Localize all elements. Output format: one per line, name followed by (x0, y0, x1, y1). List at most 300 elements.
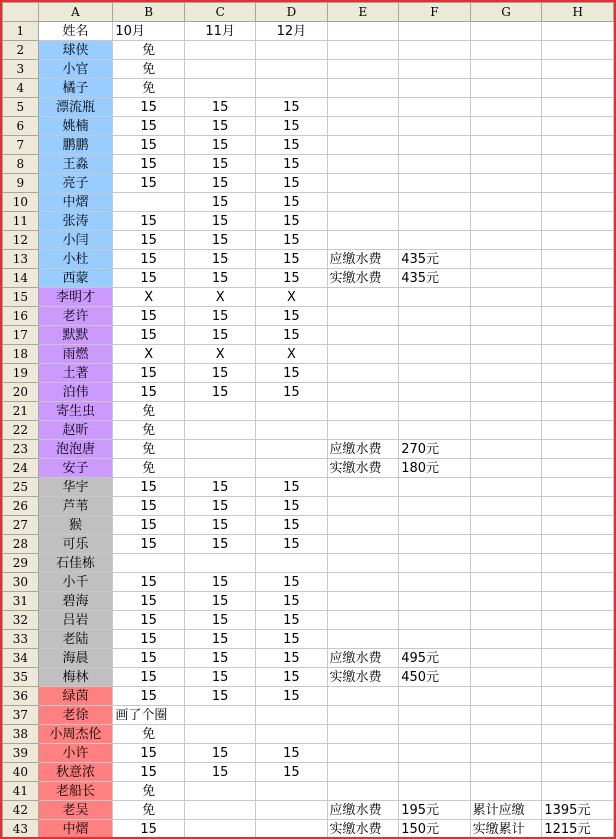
cell-h[interactable] (542, 763, 614, 782)
cell-e[interactable] (327, 60, 399, 79)
cell-b[interactable]: 15 (113, 497, 185, 516)
cell-h[interactable] (542, 478, 614, 497)
cell-c[interactable]: 15 (185, 383, 256, 402)
cell-b[interactable]: 15 (113, 269, 185, 288)
cell-b[interactable]: 15 (113, 478, 185, 497)
cell-c[interactable] (185, 801, 256, 820)
cell-f[interactable] (399, 763, 470, 782)
cell-e[interactable] (327, 516, 399, 535)
cell-c[interactable]: 11月 (185, 22, 256, 41)
cell-g[interactable] (470, 516, 542, 535)
cell-a[interactable]: 老徐 (38, 706, 113, 725)
cell-b[interactable]: 免 (113, 79, 185, 98)
cell-h[interactable] (542, 744, 614, 763)
cell-d[interactable]: 15 (256, 497, 327, 516)
cell-d[interactable]: X (256, 345, 327, 364)
cell-f[interactable] (399, 79, 470, 98)
cell-h[interactable] (542, 706, 614, 725)
cell-g[interactable] (470, 60, 542, 79)
cell-g[interactable] (470, 307, 542, 326)
cell-d[interactable] (256, 440, 327, 459)
cell-b[interactable]: 15 (113, 535, 185, 554)
cell-d[interactable]: 15 (256, 535, 327, 554)
cell-e[interactable] (327, 744, 399, 763)
cell-b[interactable]: 15 (113, 364, 185, 383)
cell-f[interactable] (399, 155, 470, 174)
cell-e[interactable] (327, 421, 399, 440)
cell-h[interactable] (542, 79, 614, 98)
cell-f[interactable] (399, 497, 470, 516)
cell-c[interactable]: 15 (185, 611, 256, 630)
cell-a[interactable]: 橘子 (38, 79, 113, 98)
cell-a[interactable]: 中熠 (38, 820, 113, 839)
row-header[interactable]: 40 (3, 763, 39, 782)
cell-e[interactable] (327, 212, 399, 231)
row-header[interactable]: 3 (3, 60, 39, 79)
cell-f[interactable] (399, 117, 470, 136)
cell-f[interactable] (399, 41, 470, 60)
cell-f[interactable] (399, 592, 470, 611)
cell-d[interactable]: 15 (256, 516, 327, 535)
row-header[interactable]: 12 (3, 231, 39, 250)
cell-f[interactable] (399, 706, 470, 725)
cell-b[interactable]: 15 (113, 820, 185, 839)
row-header[interactable]: 36 (3, 687, 39, 706)
cell-e[interactable] (327, 763, 399, 782)
cell-h[interactable] (542, 212, 614, 231)
cell-g[interactable] (470, 706, 542, 725)
cell-g[interactable] (470, 649, 542, 668)
cell-g[interactable] (470, 383, 542, 402)
cell-b[interactable]: 免 (113, 60, 185, 79)
cell-h[interactable] (542, 573, 614, 592)
cell-a[interactable]: 小许 (38, 744, 113, 763)
cell-c[interactable]: 15 (185, 516, 256, 535)
cell-c[interactable]: 15 (185, 630, 256, 649)
cell-g[interactable] (470, 744, 542, 763)
row-header[interactable]: 16 (3, 307, 39, 326)
row-header[interactable]: 24 (3, 459, 39, 478)
row-header[interactable]: 13 (3, 250, 39, 269)
cell-c[interactable]: 15 (185, 573, 256, 592)
cell-h[interactable] (542, 364, 614, 383)
cell-d[interactable] (256, 459, 327, 478)
cell-a[interactable]: 海晨 (38, 649, 113, 668)
cell-b[interactable]: X (113, 288, 185, 307)
cell-c[interactable]: 15 (185, 269, 256, 288)
cell-e[interactable] (327, 611, 399, 630)
cell-e[interactable]: 实缴水费 (327, 668, 399, 687)
cell-d[interactable] (256, 41, 327, 60)
cell-e[interactable] (327, 136, 399, 155)
cell-g[interactable] (470, 345, 542, 364)
cell-h[interactable] (542, 41, 614, 60)
cell-d[interactable]: 15 (256, 193, 327, 212)
cell-f[interactable] (399, 136, 470, 155)
cell-e[interactable] (327, 288, 399, 307)
cell-d[interactable]: 12月 (256, 22, 327, 41)
cell-a[interactable]: 老陆 (38, 630, 113, 649)
cell-c[interactable] (185, 725, 256, 744)
cell-h[interactable] (542, 231, 614, 250)
row-header[interactable]: 22 (3, 421, 39, 440)
row-header[interactable]: 42 (3, 801, 39, 820)
cell-c[interactable]: 15 (185, 212, 256, 231)
row-header[interactable]: 35 (3, 668, 39, 687)
cell-b[interactable] (113, 554, 185, 573)
cell-h[interactable] (542, 288, 614, 307)
cell-b[interactable]: 免 (113, 725, 185, 744)
cell-d[interactable] (256, 402, 327, 421)
row-header[interactable]: 1 (3, 22, 39, 41)
cell-d[interactable]: 15 (256, 250, 327, 269)
cell-b[interactable]: 15 (113, 155, 185, 174)
cell-f[interactable]: 435元 (399, 269, 470, 288)
cell-d[interactable]: 15 (256, 117, 327, 136)
cell-e[interactable] (327, 231, 399, 250)
cell-e[interactable] (327, 592, 399, 611)
cell-c[interactable]: 15 (185, 231, 256, 250)
cell-b[interactable]: 15 (113, 307, 185, 326)
cell-h[interactable] (542, 459, 614, 478)
cell-g[interactable] (470, 193, 542, 212)
cell-c[interactable] (185, 706, 256, 725)
cell-a[interactable]: 泊伟 (38, 383, 113, 402)
cell-a[interactable]: 秋意浓 (38, 763, 113, 782)
cell-a[interactable]: 吕岩 (38, 611, 113, 630)
cell-d[interactable]: 15 (256, 212, 327, 231)
row-header[interactable]: 23 (3, 440, 39, 459)
cell-g[interactable] (470, 288, 542, 307)
cell-f[interactable] (399, 383, 470, 402)
cell-b[interactable]: 15 (113, 649, 185, 668)
cell-f[interactable] (399, 535, 470, 554)
cell-g[interactable] (470, 535, 542, 554)
cell-d[interactable]: X (256, 288, 327, 307)
cell-d[interactable] (256, 706, 327, 725)
row-header[interactable]: 9 (3, 174, 39, 193)
cell-f[interactable] (399, 782, 470, 801)
row-header[interactable]: 11 (3, 212, 39, 231)
cell-e[interactable] (327, 98, 399, 117)
cell-d[interactable]: 15 (256, 155, 327, 174)
cell-e[interactable]: 应缴水费 (327, 649, 399, 668)
cell-f[interactable] (399, 554, 470, 573)
cell-b[interactable]: 15 (113, 383, 185, 402)
cell-d[interactable]: 15 (256, 231, 327, 250)
row-header[interactable]: 37 (3, 706, 39, 725)
cell-f[interactable]: 495元 (399, 649, 470, 668)
cell-e[interactable] (327, 706, 399, 725)
row-header[interactable]: 39 (3, 744, 39, 763)
cell-b[interactable]: 免 (113, 402, 185, 421)
cell-e[interactable]: 实缴水费 (327, 459, 399, 478)
row-header[interactable]: 33 (3, 630, 39, 649)
cell-a[interactable]: 芦苇 (38, 497, 113, 516)
cell-f[interactable] (399, 231, 470, 250)
cell-c[interactable]: 15 (185, 193, 256, 212)
cell-a[interactable]: 雨燃 (38, 345, 113, 364)
row-header[interactable]: 17 (3, 326, 39, 345)
cell-a[interactable]: 小官 (38, 60, 113, 79)
cell-g[interactable] (470, 668, 542, 687)
column-header-g[interactable]: G (470, 3, 542, 22)
cell-h[interactable] (542, 668, 614, 687)
cell-b[interactable]: 15 (113, 136, 185, 155)
cell-d[interactable] (256, 820, 327, 839)
cell-a[interactable]: 姓名 (38, 22, 113, 41)
cell-f[interactable] (399, 516, 470, 535)
cell-a[interactable]: 土著 (38, 364, 113, 383)
cell-g[interactable] (470, 79, 542, 98)
cell-g[interactable] (470, 41, 542, 60)
cell-g[interactable] (470, 725, 542, 744)
cell-b[interactable]: 15 (113, 744, 185, 763)
cell-b[interactable]: 15 (113, 573, 185, 592)
cell-b[interactable] (113, 193, 185, 212)
cell-g[interactable] (470, 573, 542, 592)
cell-c[interactable]: 15 (185, 155, 256, 174)
cell-d[interactable]: 15 (256, 592, 327, 611)
cell-d[interactable]: 15 (256, 136, 327, 155)
column-header-h[interactable]: H (542, 3, 614, 22)
cell-g[interactable] (470, 782, 542, 801)
cell-f[interactable] (399, 687, 470, 706)
cell-b[interactable]: 15 (113, 231, 185, 250)
cell-e[interactable] (327, 725, 399, 744)
cell-b[interactable]: X (113, 345, 185, 364)
cell-b[interactable]: 15 (113, 668, 185, 687)
cell-g[interactable] (470, 117, 542, 136)
cell-c[interactable]: 15 (185, 307, 256, 326)
cell-d[interactable] (256, 421, 327, 440)
cell-e[interactable]: 实缴水费 (327, 269, 399, 288)
cell-c[interactable]: X (185, 345, 256, 364)
cell-c[interactable]: 15 (185, 744, 256, 763)
cell-a[interactable]: 石佳栋 (38, 554, 113, 573)
cell-g[interactable]: 累计应缴 (470, 801, 542, 820)
row-header[interactable]: 41 (3, 782, 39, 801)
column-header-a[interactable]: A (38, 3, 113, 22)
cell-c[interactable]: 15 (185, 136, 256, 155)
cell-g[interactable] (470, 155, 542, 174)
cell-c[interactable] (185, 60, 256, 79)
row-header[interactable]: 25 (3, 478, 39, 497)
cell-c[interactable] (185, 554, 256, 573)
cell-a[interactable]: 李明才 (38, 288, 113, 307)
cell-e[interactable] (327, 630, 399, 649)
cell-g[interactable] (470, 763, 542, 782)
cell-b[interactable]: 免 (113, 801, 185, 820)
cell-b[interactable]: 画了个圈 (113, 706, 185, 725)
cell-d[interactable] (256, 782, 327, 801)
cell-d[interactable]: 15 (256, 744, 327, 763)
row-header[interactable]: 18 (3, 345, 39, 364)
row-header[interactable]: 32 (3, 611, 39, 630)
row-header[interactable]: 29 (3, 554, 39, 573)
cell-f[interactable] (399, 326, 470, 345)
cell-h[interactable] (542, 345, 614, 364)
cell-f[interactable] (399, 725, 470, 744)
cell-f[interactable] (399, 478, 470, 497)
cell-h[interactable] (542, 22, 614, 41)
cell-f[interactable] (399, 630, 470, 649)
cell-f[interactable] (399, 744, 470, 763)
cell-g[interactable] (470, 22, 542, 41)
cell-a[interactable]: 绿茵 (38, 687, 113, 706)
cell-g[interactable] (470, 478, 542, 497)
cell-h[interactable] (542, 516, 614, 535)
cell-b[interactable]: 免 (113, 440, 185, 459)
cell-h[interactable] (542, 592, 614, 611)
cell-g[interactable] (470, 459, 542, 478)
cell-h[interactable] (542, 136, 614, 155)
cell-h[interactable] (542, 440, 614, 459)
cell-a[interactable]: 姚楠 (38, 117, 113, 136)
row-header[interactable]: 5 (3, 98, 39, 117)
column-header-d[interactable]: D (256, 3, 327, 22)
cell-g[interactable] (470, 326, 542, 345)
cell-e[interactable] (327, 497, 399, 516)
cell-d[interactable]: 15 (256, 98, 327, 117)
cell-g[interactable] (470, 592, 542, 611)
cell-b[interactable]: 免 (113, 421, 185, 440)
row-header[interactable]: 2 (3, 41, 39, 60)
cell-e[interactable] (327, 478, 399, 497)
cell-e[interactable] (327, 402, 399, 421)
cell-d[interactable]: 15 (256, 573, 327, 592)
cell-e[interactable] (327, 22, 399, 41)
cell-h[interactable] (542, 649, 614, 668)
cell-h[interactable] (542, 630, 614, 649)
cell-h[interactable] (542, 497, 614, 516)
row-header[interactable]: 38 (3, 725, 39, 744)
cell-a[interactable]: 老船长 (38, 782, 113, 801)
row-header[interactable]: 10 (3, 193, 39, 212)
cell-h[interactable] (542, 402, 614, 421)
cell-g[interactable] (470, 250, 542, 269)
cell-b[interactable]: 15 (113, 763, 185, 782)
cell-g[interactable] (470, 440, 542, 459)
cell-b[interactable]: 免 (113, 782, 185, 801)
column-header-c[interactable]: C (185, 3, 256, 22)
cell-a[interactable]: 老许 (38, 307, 113, 326)
cell-a[interactable]: 小杜 (38, 250, 113, 269)
cell-c[interactable] (185, 440, 256, 459)
cell-g[interactable] (470, 98, 542, 117)
cell-a[interactable]: 安子 (38, 459, 113, 478)
cell-a[interactable]: 小周杰伦 (38, 725, 113, 744)
cell-h[interactable] (542, 421, 614, 440)
cell-h[interactable] (542, 307, 614, 326)
cell-f[interactable] (399, 174, 470, 193)
row-header[interactable]: 6 (3, 117, 39, 136)
cell-e[interactable]: 实缴水费 (327, 820, 399, 839)
cell-d[interactable] (256, 554, 327, 573)
cell-b[interactable]: 15 (113, 117, 185, 136)
cell-c[interactable] (185, 402, 256, 421)
row-header[interactable]: 20 (3, 383, 39, 402)
cell-e[interactable] (327, 554, 399, 573)
cell-a[interactable]: 可乐 (38, 535, 113, 554)
cell-c[interactable]: 15 (185, 592, 256, 611)
cell-g[interactable] (470, 421, 542, 440)
cell-a[interactable]: 西蒙 (38, 269, 113, 288)
cell-f[interactable]: 270元 (399, 440, 470, 459)
cell-b[interactable]: 15 (113, 326, 185, 345)
row-header[interactable]: 8 (3, 155, 39, 174)
cell-b[interactable]: 15 (113, 611, 185, 630)
cell-c[interactable] (185, 782, 256, 801)
cell-b[interactable]: 免 (113, 459, 185, 478)
cell-d[interactable]: 15 (256, 668, 327, 687)
cell-a[interactable]: 亮子 (38, 174, 113, 193)
cell-c[interactable] (185, 421, 256, 440)
cell-c[interactable]: 15 (185, 687, 256, 706)
cell-h[interactable] (542, 326, 614, 345)
cell-h[interactable] (542, 782, 614, 801)
column-header-e[interactable]: E (327, 3, 399, 22)
cell-c[interactable]: 15 (185, 668, 256, 687)
cell-g[interactable] (470, 687, 542, 706)
cell-b[interactable]: 15 (113, 98, 185, 117)
row-header[interactable]: 15 (3, 288, 39, 307)
cell-g[interactable] (470, 611, 542, 630)
cell-a[interactable]: 华宇 (38, 478, 113, 497)
cell-h[interactable] (542, 611, 614, 630)
cell-g[interactable] (470, 269, 542, 288)
cell-h[interactable] (542, 725, 614, 744)
cell-e[interactable]: 应缴水费 (327, 250, 399, 269)
cell-c[interactable] (185, 79, 256, 98)
cell-d[interactable] (256, 60, 327, 79)
cell-e[interactable] (327, 364, 399, 383)
cell-e[interactable] (327, 383, 399, 402)
cell-f[interactable] (399, 573, 470, 592)
select-all-corner[interactable] (3, 3, 39, 22)
cell-f[interactable]: 450元 (399, 668, 470, 687)
cell-e[interactable] (327, 307, 399, 326)
cell-c[interactable] (185, 41, 256, 60)
cell-a[interactable]: 碧海 (38, 592, 113, 611)
cell-b[interactable]: 15 (113, 212, 185, 231)
cell-e[interactable] (327, 782, 399, 801)
cell-e[interactable] (327, 174, 399, 193)
cell-f[interactable] (399, 212, 470, 231)
cell-a[interactable]: 鹏鹏 (38, 136, 113, 155)
cell-d[interactable]: 15 (256, 326, 327, 345)
cell-g[interactable] (470, 212, 542, 231)
cell-f[interactable] (399, 193, 470, 212)
cell-f[interactable] (399, 421, 470, 440)
cell-e[interactable] (327, 345, 399, 364)
cell-b[interactable]: 15 (113, 630, 185, 649)
cell-d[interactable]: 15 (256, 269, 327, 288)
cell-d[interactable]: 15 (256, 649, 327, 668)
row-header[interactable]: 4 (3, 79, 39, 98)
row-header[interactable]: 31 (3, 592, 39, 611)
cell-b[interactable]: 15 (113, 516, 185, 535)
cell-e[interactable] (327, 326, 399, 345)
cell-e[interactable] (327, 117, 399, 136)
cell-f[interactable] (399, 98, 470, 117)
cell-d[interactable]: 15 (256, 611, 327, 630)
cell-g[interactable] (470, 174, 542, 193)
row-header[interactable]: 7 (3, 136, 39, 155)
cell-f[interactable] (399, 288, 470, 307)
cell-c[interactable]: 15 (185, 326, 256, 345)
cell-d[interactable]: 15 (256, 383, 327, 402)
